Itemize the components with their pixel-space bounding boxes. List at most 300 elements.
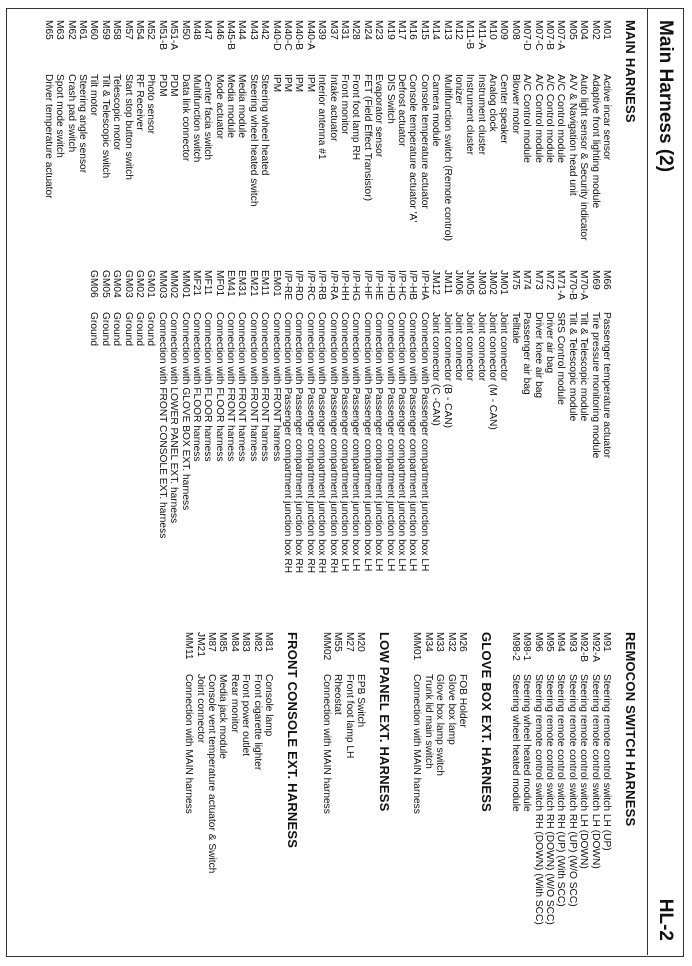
main-harness-column-1 [42, 20, 612, 266]
connector-description: Center facia switch [202, 74, 214, 161]
connector-row [156, 270, 167, 600]
connector-row [168, 20, 179, 266]
connector-row [134, 270, 145, 600]
connector-description: Joint connector (C -CAN) [430, 312, 442, 426]
connector-description: Console lamp [263, 674, 274, 737]
connector-code: M59 [99, 20, 111, 40]
connector-description: FET (Field Effect Transistor) [361, 74, 373, 201]
connector-code: M83 [240, 632, 252, 652]
connector-code: M62 [65, 20, 77, 40]
connector-description: Connection with Passenger compartment junction box LH [361, 312, 373, 572]
connector-code: I/P-HH [339, 270, 351, 301]
connector-row [555, 20, 566, 266]
connector-row [396, 20, 407, 266]
connector-code: M58 [111, 20, 123, 40]
connector-description: Instrument cluster [464, 74, 476, 155]
connector-code: M02 [589, 20, 601, 40]
connector-description: Connection with Passenger compartment junction box RH [327, 312, 339, 574]
connector-code: M92-B [578, 632, 590, 663]
connector-row [168, 270, 179, 600]
connector-row [475, 270, 486, 600]
connector-row [532, 20, 543, 266]
connector-description: FOB Holder [457, 674, 468, 728]
connector-description: Analog clock [487, 74, 499, 132]
connector-description: Active incar sensor [601, 74, 612, 161]
connector-row [88, 270, 99, 600]
connector-code: M74 [521, 270, 533, 290]
connector-row [320, 632, 331, 952]
connector-description: Connection with MAIN harness [183, 674, 195, 814]
connector-description: Connection with FRONT harness [270, 312, 282, 462]
connector-code: M40-D [270, 20, 282, 51]
connector-description: PDM [168, 74, 180, 97]
connector-row [350, 20, 361, 266]
connector-row [213, 270, 224, 600]
connector-row [361, 270, 372, 600]
connector-code: M15 [418, 20, 430, 40]
connector-row [407, 270, 418, 600]
connector-description: Steering wheel heated module [521, 674, 533, 812]
connector-description: Connection with Passenger compartment junction box LH [350, 312, 362, 572]
connector-code: M33 [434, 632, 446, 652]
connector-description: Connection with Passenger compartment junction box RH [293, 312, 305, 574]
connector-description: Tilt & Telescopic module [566, 312, 578, 422]
connector-description: PDM [156, 74, 168, 97]
connector-row [77, 20, 88, 266]
main-harness-column-2 [88, 270, 612, 600]
connector-code: M50 [179, 20, 191, 40]
connector-row [441, 270, 452, 600]
connector-description: Connection with Passenger compartment junction box LH [384, 312, 396, 572]
connector-description: Camera module [430, 74, 442, 147]
connector-code: M81 [263, 632, 274, 652]
connector-description: IPM [270, 74, 282, 93]
connector-row [339, 20, 350, 266]
connector-code: M26 [457, 632, 468, 652]
connector-description: Intake actuator [327, 74, 339, 142]
connector-description: Multifunction switch (Remote control) [441, 74, 453, 242]
connector-row [384, 270, 395, 600]
connector-description: Defrost actuator [395, 74, 407, 147]
connector-code: JM11 [441, 270, 453, 295]
connector-code: M48 [190, 20, 202, 40]
connector-code: GM05 [99, 270, 111, 298]
connector-row [544, 632, 555, 952]
glove-box-harness-list [411, 632, 468, 952]
connector-row [487, 270, 498, 600]
connector-code: M98-2 [509, 632, 521, 661]
connector-row [498, 270, 509, 600]
page-title: Main Harness (2) [655, 20, 676, 173]
connector-description: Connection with FLOOR harness [213, 312, 225, 462]
connector-row [134, 20, 145, 266]
connector-row [589, 270, 600, 600]
connector-code: M11-A [475, 20, 487, 50]
connector-row [464, 270, 475, 600]
connector-description: Ground [99, 312, 111, 346]
connector-description: Front cigarette lighter [251, 674, 263, 771]
connector-description: Ground [133, 312, 145, 346]
connector-description: Connection with FLOOR harness [202, 312, 214, 462]
connector-code: I/P-HB [407, 270, 419, 301]
connector-row [566, 20, 577, 266]
connector-code: M32 [445, 632, 457, 652]
connector-description: Front monitor [339, 74, 351, 135]
connector-description: Steering remote control switch RH (DOWN) (With SCC) [532, 674, 544, 925]
connector-description: SRS Control module [555, 312, 567, 405]
connector-description: A/C Control module [555, 74, 567, 163]
connector-row [509, 632, 520, 952]
connector-description: Connection with FRONT CONSOLE EXT. harness [156, 312, 168, 539]
connector-row [430, 270, 441, 600]
connector-row [304, 270, 315, 600]
connector-row [202, 20, 213, 266]
connector-code: M84 [228, 632, 240, 652]
front-console-harness-list [183, 632, 274, 952]
connector-row [54, 20, 65, 266]
connector-code: M57 [122, 20, 134, 40]
connector-code: M07-D [521, 20, 533, 51]
connector-row [521, 20, 532, 266]
connector-description: Steering remote control switch LH (DOWN) [578, 674, 590, 869]
connector-description: Connection with Passenger compartment junction box LH [418, 312, 430, 572]
connector-description: Connection with FRONT harness [225, 312, 237, 462]
connector-description: Front foot lamp LH [343, 674, 355, 759]
connector-code: M43 [247, 20, 259, 40]
connector-description: Center speaker [498, 74, 510, 144]
connector-description: Steering remote control switch LH (DOWN) [589, 674, 601, 869]
connector-code: I/P-RB [316, 270, 328, 301]
connector-code: MF21 [190, 270, 202, 297]
connector-code: JM02 [487, 270, 499, 295]
connector-description: RF Receiver [133, 74, 145, 131]
connector-code: M46 [213, 20, 225, 40]
connector-description: Adaptive front lighting module [589, 74, 601, 209]
connector-description: Glove box lamp switch [434, 674, 446, 776]
connector-row [411, 632, 422, 952]
connector-code: JM21 [194, 632, 206, 657]
connector-description: Media jack module [217, 674, 229, 759]
connector-row [434, 632, 445, 952]
connector-description: Driver temperature actuator [42, 74, 54, 199]
connector-row [213, 20, 224, 266]
connector-row [521, 632, 532, 952]
connector-description: IPM [304, 74, 316, 93]
connector-description: Ground [88, 312, 100, 346]
connector-row [509, 20, 520, 266]
connector-row [183, 632, 194, 952]
connector-code: I/P-HC [395, 270, 407, 301]
connector-description: Ground [145, 312, 157, 346]
connector-row [225, 270, 236, 600]
connector-row [179, 20, 190, 266]
glove-box-harness-title: GLOVE BOX EXT. HARNESS [479, 632, 494, 812]
connector-code: M01 [601, 20, 612, 40]
remocon-harness-title: REMOCON SWITCH HARNESS [623, 632, 638, 827]
connector-description: Steering remote control switch RH (UP) (W/O SCC) [566, 674, 578, 907]
connector-row [601, 632, 612, 952]
connector-code: M61 [77, 20, 89, 40]
connector-row [396, 270, 407, 600]
connector-row [418, 20, 429, 266]
connector-code: MM03 [156, 270, 168, 299]
connector-row [327, 270, 338, 600]
connector-row [217, 632, 228, 952]
connector-code: M66 [601, 270, 612, 290]
connector-row [122, 20, 133, 266]
connector-code: M07-A [555, 20, 567, 51]
connector-row [304, 20, 315, 266]
connector-row [566, 632, 577, 952]
connector-description: Connection with Passenger compartment junction box LH [373, 312, 385, 572]
connector-description: Connection with MAIN harness [411, 674, 423, 814]
connector-description: Connection with MAIN harness [320, 674, 332, 814]
connector-description: A/C Control module [521, 74, 533, 163]
connector-code: MM01 [411, 632, 423, 661]
connector-description: Media module [236, 74, 248, 138]
connector-row [532, 632, 543, 952]
connector-description: Connection with Passenger compartment junction box LH [395, 312, 407, 572]
connector-row [191, 270, 202, 600]
connector-code: JM06 [452, 270, 464, 295]
connector-code: GM04 [111, 270, 123, 298]
connector-row [228, 632, 239, 952]
connector-row [544, 270, 555, 600]
connector-row [578, 270, 589, 600]
connector-row [194, 632, 205, 952]
connector-description: Joint connector (B - CAN) [441, 312, 453, 429]
connector-code: M55 [332, 632, 344, 652]
connector-description: Driver knee air bag [532, 312, 544, 399]
connector-code: M75 [509, 270, 521, 290]
connector-code: M54 [133, 20, 145, 40]
connector-row [99, 20, 110, 266]
connector-row [156, 20, 167, 266]
connector-description: Crash pad switch [65, 74, 77, 153]
connector-description: A/C Control module [544, 74, 556, 163]
connector-code: JM05 [464, 270, 476, 295]
connector-row [316, 20, 327, 266]
connector-description: Connection with FRONT harness [236, 312, 248, 462]
connector-code: M09 [498, 20, 510, 40]
connector-description: Photo sensor [145, 74, 157, 135]
connector-code: M40-A [304, 20, 316, 51]
connector-description: Passenger air bag [521, 312, 533, 395]
connector-description: Connection with Passenger compartment junction box RH [316, 312, 328, 574]
connector-description: Passenger temperature actuator [601, 312, 612, 459]
connector-row [453, 270, 464, 600]
connector-description: Connection with FLOOR harness [190, 312, 202, 462]
connector-code: M85 [217, 632, 229, 652]
connector-code: MF01 [213, 270, 225, 297]
connector-code: M71-A [555, 270, 567, 301]
connector-description: Evaporator sensor [373, 74, 385, 158]
connector-code: M23 [373, 20, 385, 40]
connector-description: Steering wheel heated [259, 74, 271, 176]
connector-description: Front foot lamp RH [350, 74, 362, 161]
connector-code: M93 [566, 632, 578, 652]
connector-description: Console vent temperature actuator & Switch [206, 674, 218, 874]
connector-row [487, 20, 498, 266]
connector-description: Tire pressure monitoring module [589, 312, 601, 459]
connector-code: M34 [422, 632, 434, 652]
connector-description: Joint connector [452, 312, 464, 382]
connector-row [263, 632, 274, 952]
connector-code: M70-B [566, 270, 578, 301]
connector-row [566, 270, 577, 600]
connector-row [99, 270, 110, 600]
connector-description: Media module [225, 74, 237, 138]
connector-description: IPM [282, 74, 294, 93]
connector-description: Steering remote control switch RH (UP) (With SCC) [555, 674, 567, 907]
connector-code: M20 [355, 632, 366, 652]
connector-code: M07-B [544, 20, 556, 51]
connector-row [259, 270, 270, 600]
connector-code: MM01 [179, 270, 191, 299]
main-harness-title: MAIN HARNESS [623, 20, 638, 123]
connector-code: I/P-HF [361, 270, 373, 300]
connector-row [532, 270, 543, 600]
connector-row [111, 20, 122, 266]
connector-row [418, 270, 429, 600]
connector-code: M31 [339, 20, 351, 40]
connector-code: EM31 [236, 270, 248, 297]
connector-row [122, 270, 133, 600]
connector-row [555, 270, 566, 600]
connector-description: Joint connector [498, 312, 510, 382]
connector-code: M37 [327, 20, 339, 40]
connector-description: Telescopic motor [111, 74, 123, 151]
connector-description: Joint connector [475, 312, 487, 382]
connector-code: M04 [578, 20, 590, 40]
connector-code: M70-A [578, 270, 590, 301]
connector-description: Interior antenna #1 [316, 74, 328, 160]
connector-row [578, 632, 589, 952]
connector-code: GM03 [122, 270, 134, 298]
connector-row [578, 20, 589, 266]
connector-description: Connection with FRONT harness [259, 312, 271, 462]
connector-row [430, 20, 441, 266]
connector-row [145, 270, 156, 600]
connector-description: Connection with GLOVE BOX EXT. harness [179, 312, 191, 511]
connector-row [248, 270, 259, 600]
connector-row [206, 632, 217, 952]
connector-description: Ground [111, 312, 123, 346]
connector-code: I/P-RA [327, 270, 339, 301]
connector-row [236, 270, 247, 600]
connector-row [240, 632, 251, 952]
connector-row [270, 20, 281, 266]
connector-description: Steering remote control switch RH (DOWN) (W/O SCC) [544, 674, 556, 925]
connector-description: Driver air bag [544, 312, 556, 374]
connector-description: A/C Control module [532, 74, 544, 163]
connector-row [361, 20, 372, 266]
connector-code: M28 [350, 20, 362, 40]
connector-row [384, 20, 395, 266]
connector-description: Joint connector [464, 312, 476, 382]
connector-code: M40-B [293, 20, 305, 51]
connector-row [225, 20, 236, 266]
connector-row [293, 20, 304, 266]
connector-row [251, 632, 262, 952]
connector-code: M69 [589, 270, 601, 290]
connector-description: EPB Switch [355, 674, 366, 728]
connector-code: M51-A [168, 20, 180, 51]
connector-row [422, 632, 433, 952]
connector-row [509, 270, 520, 600]
connector-row [179, 270, 190, 600]
connector-row [457, 632, 468, 952]
connector-description: Mode actuator [213, 74, 225, 140]
connector-row [259, 20, 270, 266]
connector-row [111, 270, 122, 600]
connector-code: M96 [532, 632, 544, 652]
connector-row [350, 270, 361, 600]
connector-description: Connection with Passenger compartment junction box LH [407, 312, 419, 572]
connector-row [601, 20, 612, 266]
connector-code: M44 [236, 20, 248, 40]
connector-row [407, 20, 418, 266]
connector-code: M14 [430, 20, 442, 40]
connector-description: A/V & Navigation head unit [566, 74, 578, 196]
connector-code: M40-C [282, 20, 294, 51]
connector-description: Tilt & Telescopic switch [99, 74, 111, 179]
connector-code: M12 [452, 20, 464, 40]
connector-code: I/P-HA [418, 270, 430, 301]
connector-row [248, 20, 259, 266]
connector-code: M39 [316, 20, 328, 40]
connector-code: M07-C [532, 20, 544, 51]
connector-description: Telltale [509, 312, 521, 344]
connector-row [316, 270, 327, 600]
connector-code: I/P-HD [384, 270, 396, 301]
connector-code: M05 [566, 20, 578, 40]
connector-description: Sport mode switch [54, 74, 66, 158]
front-console-harness-title: FRONT CONSOLE EXT. HARNESS [285, 632, 300, 849]
connector-code: M63 [54, 20, 66, 40]
connector-row [202, 270, 213, 600]
connector-code: EM41 [225, 270, 237, 297]
connector-code: M95 [544, 632, 556, 652]
connector-code: M60 [88, 20, 100, 40]
connector-code: I/P-RD [293, 270, 305, 301]
connector-row [88, 20, 99, 266]
connector-code: M45-B [225, 20, 237, 51]
connector-code: M72 [544, 270, 556, 290]
connector-description: Instrument cluster [475, 74, 487, 155]
connector-code: GM06 [88, 270, 100, 298]
connector-code: M47 [202, 20, 214, 40]
connector-code: M52 [145, 20, 157, 40]
connector-row [332, 632, 343, 952]
connector-code: M10 [487, 20, 499, 40]
connector-row [555, 632, 566, 952]
connector-row [453, 20, 464, 266]
connector-row [65, 20, 76, 266]
connector-description: Tilt motor [88, 74, 100, 117]
connector-row [521, 270, 532, 600]
connector-row [464, 20, 475, 266]
connector-code: M08 [509, 20, 521, 40]
connector-description: Ionizer [452, 74, 464, 105]
connector-description: Steering wheel heated switch [247, 74, 259, 207]
connector-code: MM11 [183, 632, 195, 660]
connector-row [441, 20, 452, 266]
connector-code: I/P-RC [304, 270, 316, 301]
connector-description: Console temperature actuator [418, 74, 430, 209]
connector-code: M11-B [464, 20, 476, 50]
connector-description: Steering angle sensor [77, 74, 89, 174]
